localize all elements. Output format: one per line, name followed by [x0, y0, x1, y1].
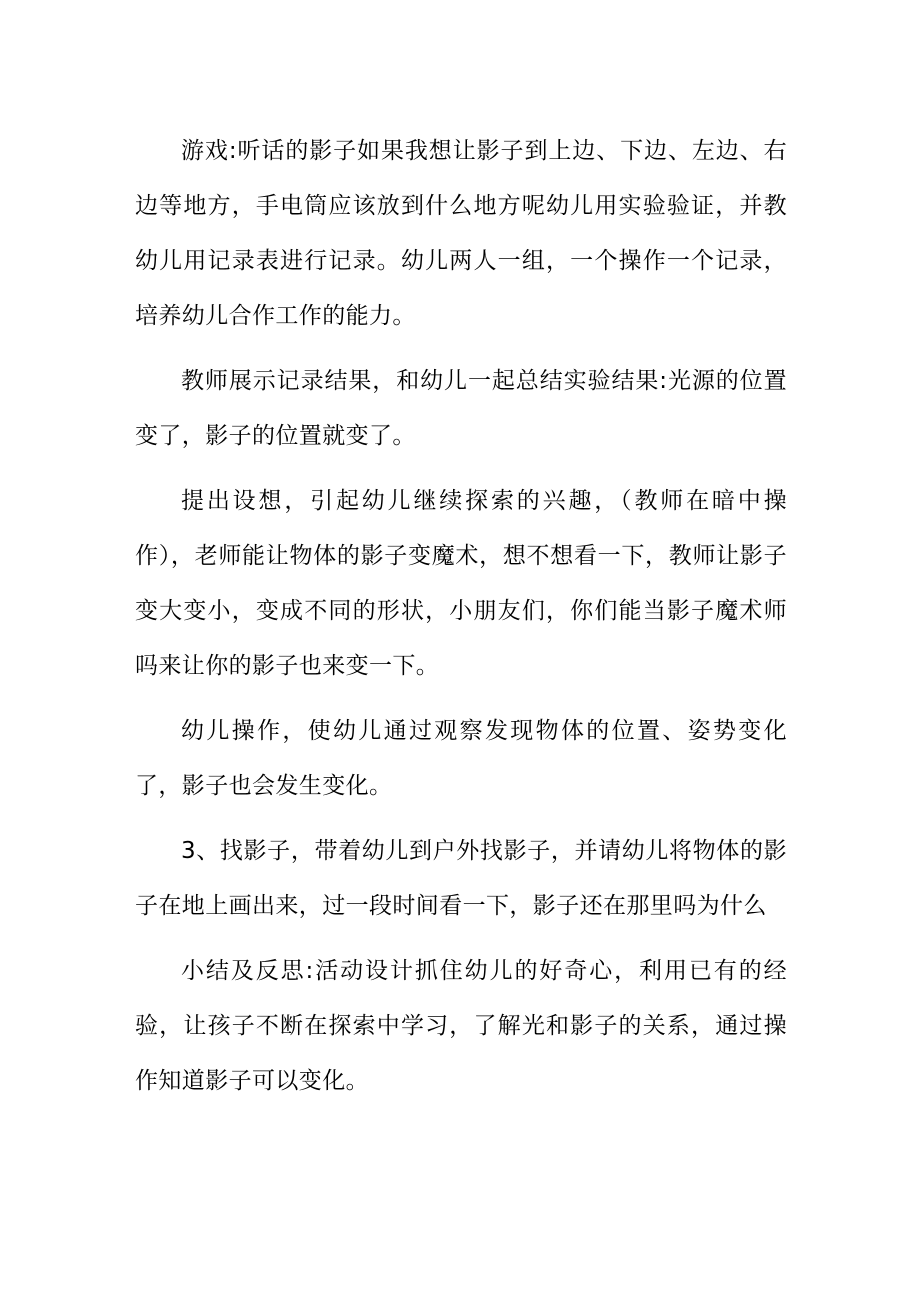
paragraph-results: 教师展示记录结果，和幼儿一起总结实验结果:光源的位置变了，影子的位置就变了。	[135, 368, 787, 449]
paragraph-hypothesis: 提出设想，引起幼儿继续探索的兴趣，（教师在暗中操作），老师能让物体的影子变魔术，想不想看一下，教师让影子变大变小，变成不同的形状，小朋友们，你们能当影子魔术师吗来让你的影子也来变一下。	[135, 488, 787, 679]
paragraph-summary: 小结及反思:活动设计抓住幼儿的好奇心，利用已有的经验，让孩子不断在探索中学习，了解光和影子的关系，通过操作知道影子可以变化。	[135, 958, 787, 1094]
paragraph-game: 游戏:听话的影子如果我想让影子到上边、下边、左边、右边等地方，手电筒应该放到什么地方呢幼儿用实验验证，并教幼儿用记录表进行记录。幼儿两人一组，一个操作一个记录，培养幼儿合作工作的能力。	[135, 138, 787, 329]
document-body	[135, 124, 787, 1119]
paragraph-find-shadow: 3、找影子，带着幼儿到户外找影子，并请幼儿将物体的影子在地上画出来，过一段时间看一下，影子还在那里吗为什么	[135, 838, 787, 919]
paragraph-operation: 幼儿操作，使幼儿通过观察发现物体的位置、姿势变化了，影子也会发生变化。	[135, 718, 787, 799]
